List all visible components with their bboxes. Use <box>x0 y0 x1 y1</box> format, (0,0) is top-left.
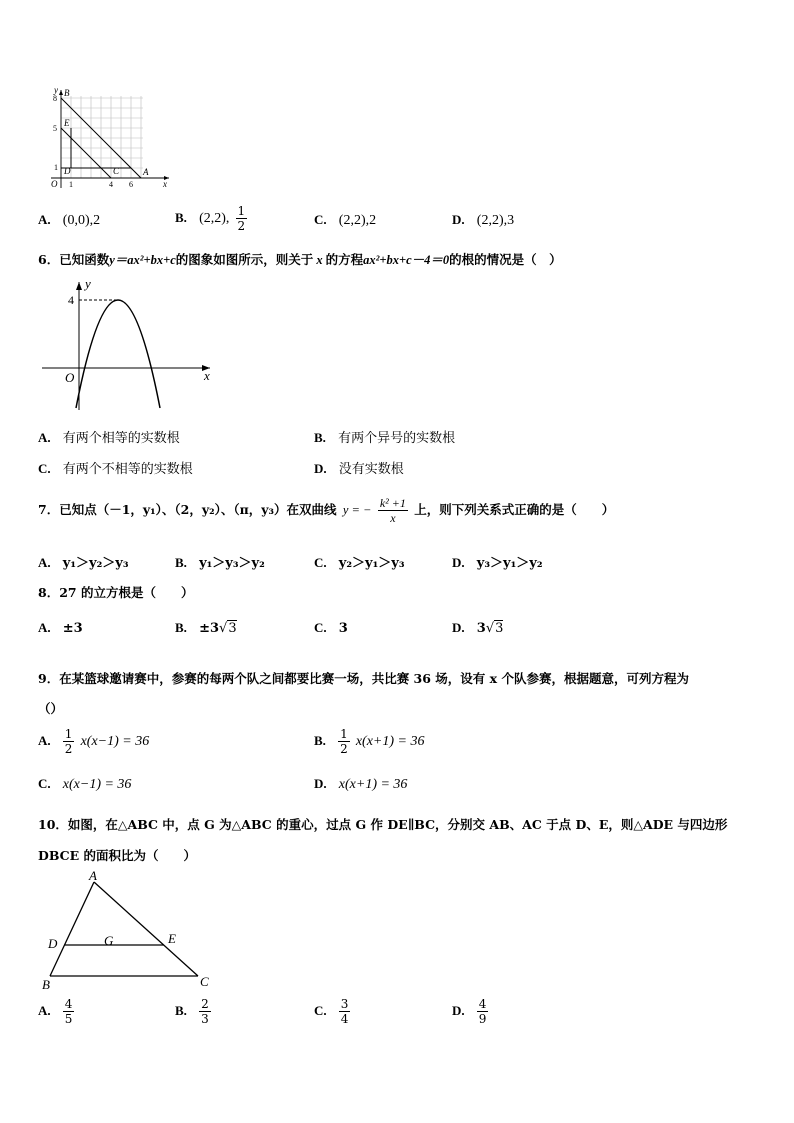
q10-label-d: D <box>48 936 58 951</box>
q10-triangle-figure <box>38 868 218 994</box>
q10-label-b: B <box>42 977 50 992</box>
q10-option-b[interactable]: B. $\frac{2}{3}$ <box>175 997 209 1026</box>
q8-option-d[interactable]: D. 3√3 <box>452 620 504 636</box>
q9-stem-line1: 9．在某篮球邀请赛中，参赛的每两个队之间都要比赛一场，共比赛 36 场，设有 x 个队参赛，根据题意，可列方程为 <box>38 671 689 686</box>
q5-b-fraction: $\frac{1}{2}$ <box>237 204 246 233</box>
q10-label-c: C <box>200 974 209 989</box>
q10-option-d[interactable]: D. $\frac{4}{9}$ <box>452 997 487 1026</box>
q9-option-c[interactable]: C. x(x−1) = 36 <box>38 776 132 792</box>
q6-option-a[interactable]: A. 有两个相等的实数根 <box>38 430 180 446</box>
q7-option-a[interactable]: A. y₁＞y₂＞y₃ <box>38 555 129 571</box>
q10-option-a[interactable]: A. $\frac{4}{5}$ <box>38 997 73 1026</box>
q6-label-y: y <box>85 276 91 291</box>
q7-stem: 7．已知点（－1，y₁）、（2，y₂）、（π，y₃）在双曲线 y = − $\frac{\text{k² +1}}{x}$ 上，则下列关系式正确的是（ ） <box>38 496 615 525</box>
q9-b-fraction: $\frac{1}{2}$ <box>340 727 348 756</box>
q6-parabola-figure <box>38 276 218 414</box>
q9-stem-line2: （） <box>38 701 64 716</box>
q10-stem-line2: DBCE 的面积比为（ ） <box>38 848 196 863</box>
q6-stem: 6．已知函数y＝ax²+bx+c的图象如图所示，则关于 x 的方程ax²+bx+c－4＝0的根的情况是（ ） <box>38 252 562 267</box>
q7-option-d[interactable]: D. y₃＞y₁＞y₂ <box>452 555 543 571</box>
q5-label-y: y <box>54 85 58 95</box>
q5-label-c: C <box>113 166 120 176</box>
q10-stem-line1: 10．如图，在△ABC 中，点 G 为△ABC 的重心，过点 G 作 DE∥BC，分别交 AB、AC 于点 D、E，则△ADE 与四边形 <box>38 817 728 832</box>
q10-label-g: G <box>104 933 114 948</box>
q6-label-x: x <box>204 368 210 383</box>
q5-xtick-1: 1 <box>69 180 73 189</box>
q10-b-fraction: $\frac{2}{3}$ <box>201 997 209 1026</box>
q5-label-d: D <box>64 166 71 176</box>
q5-option-c[interactable]: C. (2,2),2 <box>314 212 377 228</box>
q7-option-b[interactable]: B. y₁＞y₃＞y₂ <box>175 555 265 571</box>
q5-tick-8: 8 <box>53 94 57 103</box>
q10-option-c[interactable]: C. $\frac{3}{4}$ <box>314 997 349 1026</box>
q5-option-a[interactable]: A. (0,0),2 <box>38 212 101 228</box>
q5-label-a: A <box>143 167 149 177</box>
q5-label-e: E <box>64 118 70 128</box>
q5-option-b[interactable]: B. (2,2), $\frac{1}{2}$ <box>175 204 246 233</box>
q5-label-o: O <box>51 179 58 189</box>
q6-option-c[interactable]: C. 有两个不相等的实数根 <box>38 461 193 477</box>
q9-option-d[interactable]: D. x(x+1) = 36 <box>314 776 408 792</box>
q5-xtick-4: 4 <box>109 180 113 189</box>
q6-option-d[interactable]: D. 没有实数根 <box>314 461 404 477</box>
q5-tick-1: 1 <box>54 163 58 172</box>
q10-label-a: A <box>89 868 97 883</box>
q6-option-b[interactable]: B. 有两个异号的实数根 <box>314 430 456 446</box>
q9-a-fraction: $\frac{1}{2}$ <box>64 727 73 756</box>
q9-option-b[interactable]: B. $\frac{1}{2}$ x(x+1) = 36 <box>314 727 425 756</box>
q10-label-e: E <box>168 931 176 946</box>
q8-option-b[interactable]: B. ±3√3 <box>175 620 237 636</box>
q10-a-fraction: $\frac{4}{5}$ <box>64 997 73 1026</box>
q6-label-4: 4 <box>68 293 74 307</box>
q8-option-a[interactable]: A. ±3 <box>38 620 83 636</box>
q7-fraction: $\frac{\text{k² +1}}{x}$ <box>379 496 406 525</box>
q9-option-a[interactable]: A. $\frac{1}{2}$ x(x−1) = 36 <box>38 727 150 756</box>
q5-tick-5: 5 <box>53 124 57 133</box>
q10-c-fraction: $\frac{3}{4}$ <box>340 997 349 1026</box>
q8-option-c[interactable]: C. 3 <box>314 620 348 636</box>
q10-d-fraction: $\frac{4}{9}$ <box>478 997 487 1026</box>
q7-option-c[interactable]: C. y₂＞y₁＞y₃ <box>314 555 405 571</box>
q5-label-b: B <box>64 88 70 98</box>
q5-label-x: x <box>163 179 167 189</box>
q5-xtick-6: 6 <box>129 180 133 189</box>
q5-option-d[interactable]: D. (2,2),3 <box>452 212 515 228</box>
q8-stem: 8．27 的立方根是（ ） <box>38 585 194 600</box>
q6-label-o: O <box>65 370 75 385</box>
q5-grid-figure <box>45 84 175 190</box>
